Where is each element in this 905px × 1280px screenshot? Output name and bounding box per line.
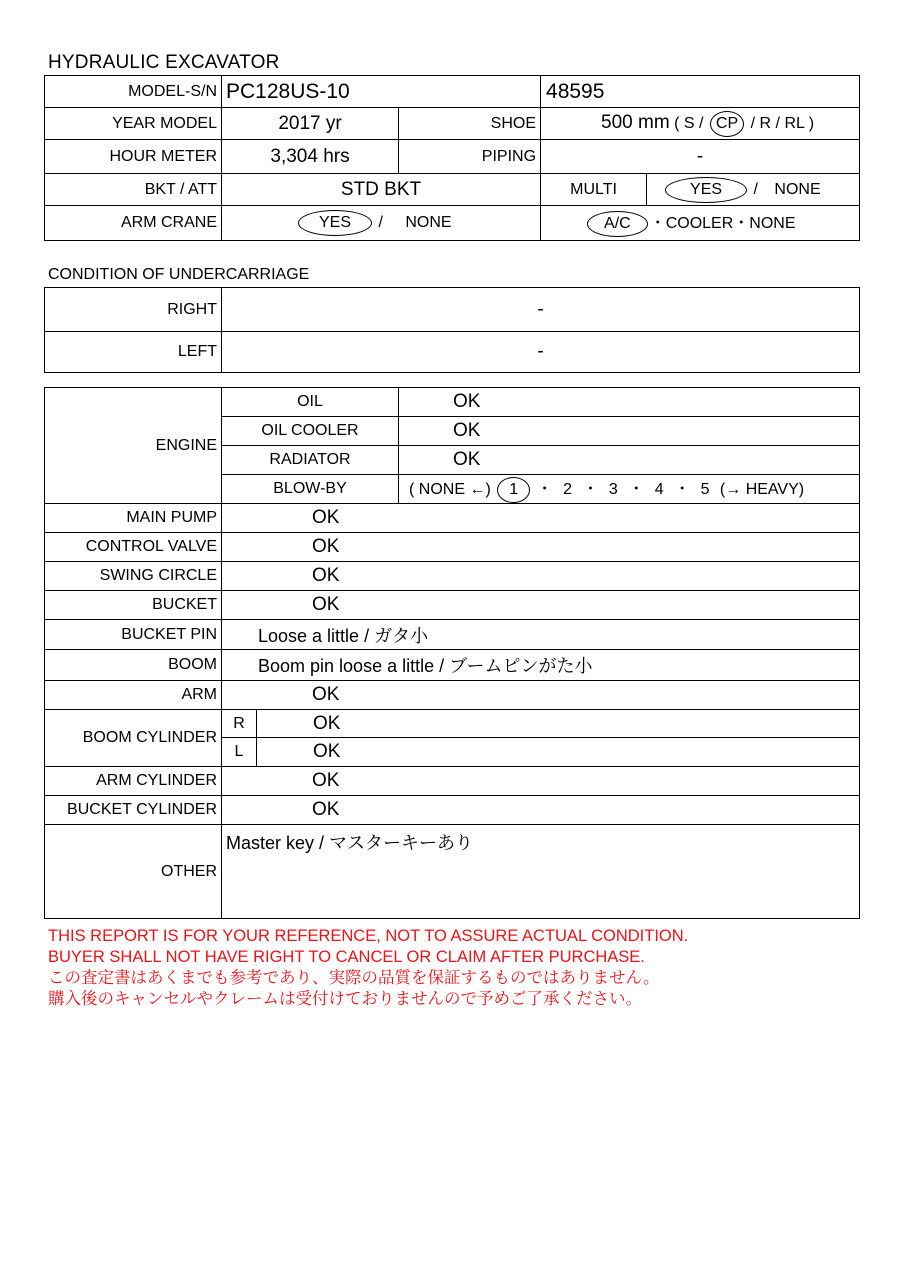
ac-option-circled: A/C <box>587 211 648 237</box>
blowby-level-2: 2 <box>563 480 572 498</box>
oil-label: OIL <box>222 388 399 417</box>
machine-info-table <box>44 75 860 241</box>
bucket-pin-label: BUCKET PIN <box>45 620 222 650</box>
serial-value: 48595 <box>541 76 860 108</box>
shoe-value: 500 mm <box>601 111 670 133</box>
bucket-cylinder-label: BUCKET CYLINDER <box>45 796 222 825</box>
blowby-none: ( NONE ←) <box>409 480 491 498</box>
boom-cylinder-r-label: R <box>222 710 257 738</box>
undercarriage-title: CONDITION OF UNDERCARRIAGE <box>48 266 310 283</box>
shoe-close: ) <box>808 114 815 132</box>
boom-cylinder-l-label: L <box>222 738 257 767</box>
control-valve-value: OK <box>222 533 860 562</box>
undercarriage-left-label: LEFT <box>45 332 222 373</box>
document-title: HYDRAULIC EXCAVATOR <box>48 52 280 73</box>
model-sn-label: MODEL-S/N <box>45 76 222 108</box>
blowby-heavy: (→ HEAVY) <box>719 480 805 498</box>
other-label: OTHER <box>45 825 222 919</box>
ac-options <box>541 206 860 241</box>
bucket-value: OK <box>222 591 860 620</box>
boom-value: Boom pin loose a little / ブームピンがた小 <box>222 650 860 681</box>
ac-sep: ・ <box>649 214 666 232</box>
arm-value: OK <box>222 681 860 710</box>
shoe-options <box>674 115 814 132</box>
main-pump-label: MAIN PUMP <box>45 504 222 533</box>
ac-sep: ・ <box>733 214 750 232</box>
blowby-level-1-circled: 1 <box>497 477 530 503</box>
shoe-option-cp-circled: CP <box>710 111 744 137</box>
cooler-option: COOLER <box>665 214 734 232</box>
multi-options <box>647 174 860 206</box>
control-valve-label: CONTROL VALVE <box>45 533 222 562</box>
bkt-att-value: STD BKT <box>222 174 541 206</box>
oil-cooler-value: OK <box>399 417 860 446</box>
blowby-sep: ・ <box>674 480 691 498</box>
bkt-att-label: BKT / ATT <box>45 174 222 206</box>
shoe-sep: / <box>750 114 756 132</box>
year-model-value: 2017 yr <box>222 108 399 140</box>
piping-label: PIPING <box>399 140 541 174</box>
boom-label: BOOM <box>45 650 222 681</box>
multi-none: NONE <box>774 180 821 198</box>
blowby-label: BLOW-BY <box>222 475 399 504</box>
disclaimer-line-4: 購入後のキャンセルやクレームは受付けておりませんので予めご了承ください。 <box>48 990 642 1008</box>
disclaimer-line-2: BUYER SHALL NOT HAVE RIGHT TO CANCEL OR CLAIM AFTER PURCHASE. <box>48 948 645 966</box>
arm-crane-options <box>222 206 541 241</box>
swing-circle-value: OK <box>222 562 860 591</box>
arm-cylinder-label: ARM CYLINDER <box>45 767 222 796</box>
disclaimer-line-3: この査定書はあくまでも参考であり、実際の品質を保証するものではありません。 <box>48 969 660 987</box>
undercarriage-left-value: - <box>222 332 860 373</box>
year-model-label: YEAR MODEL <box>45 108 222 140</box>
blowby-level-3: 3 <box>608 480 618 498</box>
inspection-table <box>44 387 860 919</box>
swing-circle-label: SWING CIRCLE <box>45 562 222 591</box>
boom-cylinder-r-value: OK <box>257 710 860 738</box>
radiator-label: RADIATOR <box>222 446 399 475</box>
shoe-option-rl: RL <box>784 114 805 132</box>
shoe-sep: / <box>775 114 780 132</box>
blowby-scale <box>399 475 860 504</box>
shoe-option-r: R <box>759 114 772 132</box>
disclaimer <box>48 926 688 1010</box>
piping-value: - <box>541 140 860 174</box>
arm-crane-none: NONE <box>405 214 452 231</box>
multi-yes-circled: YES <box>665 177 747 203</box>
shoe-open: ( <box>674 114 680 132</box>
bucket-pin-value: Loose a little / ガタ小 <box>222 620 860 650</box>
multi-label: MULTI <box>541 174 647 206</box>
undercarriage-table <box>44 287 860 373</box>
blowby-level-4: 4 <box>654 480 664 498</box>
oil-cooler-label: OIL COOLER <box>222 417 399 446</box>
bucket-cylinder-value: OK <box>222 796 860 825</box>
main-pump-value: OK <box>222 504 860 533</box>
arm-cylinder-value: OK <box>222 767 860 796</box>
shoe-sep: / <box>699 114 704 132</box>
engine-label: ENGINE <box>45 388 222 504</box>
shoe-label: SHOE <box>399 108 541 140</box>
arm-crane-sep: / <box>378 214 383 231</box>
multi-sep: / <box>753 180 758 198</box>
hour-meter-label: HOUR METER <box>45 140 222 174</box>
disclaimer-line-1: THIS REPORT IS FOR YOUR REFERENCE, NOT TO ASSURE ACTUAL CONDITION. <box>48 927 689 945</box>
undercarriage-right-value: - <box>222 288 860 332</box>
boom-cylinder-label: BOOM CYLINDER <box>45 710 222 767</box>
blowby-level-5: 5 <box>700 480 710 498</box>
other-value: Master key / マスターキーあり <box>222 825 860 919</box>
arm-label: ARM <box>45 681 222 710</box>
blowby-sep: ・ <box>536 480 553 498</box>
boom-cylinder-l-value: OK <box>257 738 860 767</box>
undercarriage-right-label: RIGHT <box>45 288 222 332</box>
shoe-cell <box>541 108 860 140</box>
shoe-option-s: S <box>683 114 695 132</box>
blowby-sep: ・ <box>628 480 645 498</box>
ac-none: NONE <box>749 214 796 232</box>
oil-value: OK <box>399 388 860 417</box>
radiator-value: OK <box>399 446 860 475</box>
bucket-label: BUCKET <box>45 591 222 620</box>
hour-meter-value: 3,304 hrs <box>222 140 399 174</box>
model-value: PC128US-10 <box>222 76 541 108</box>
arm-crane-yes-circled: YES <box>298 210 372 236</box>
blowby-sep: ・ <box>582 480 599 498</box>
arm-crane-label: ARM CRANE <box>45 206 222 241</box>
